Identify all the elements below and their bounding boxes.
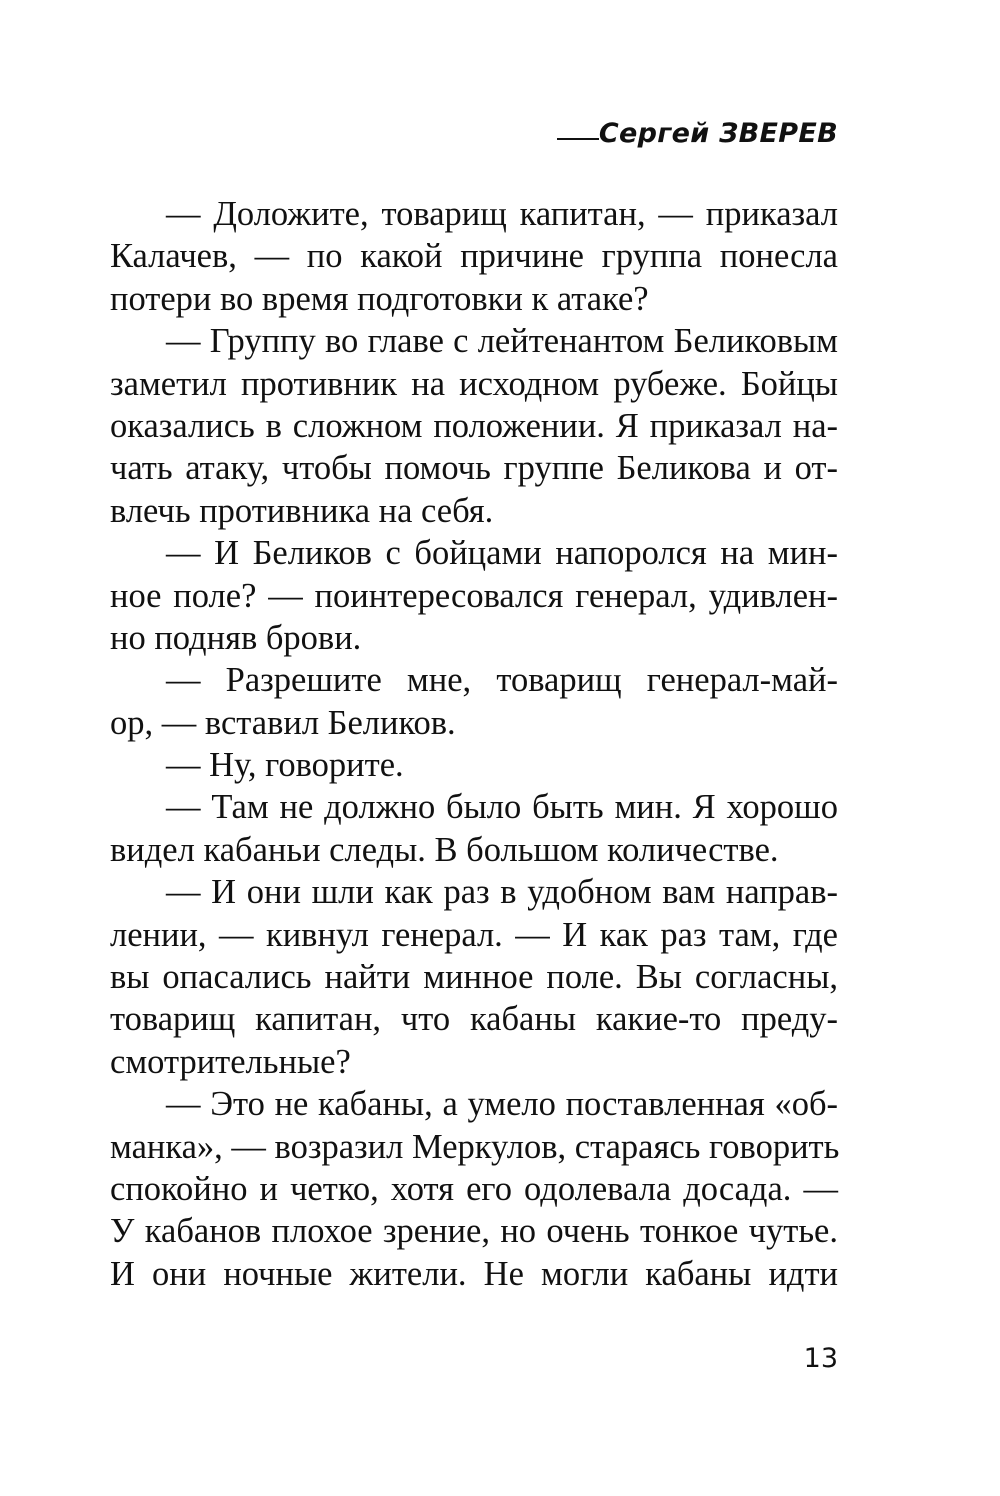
page-text [110,193,838,1295]
text-line: влечь противника на себя. [110,491,494,530]
header-author: Сергей ЗВЕРЕВ [598,118,838,149]
text-line: У кабанов плохое зрение, но очень тонкое чутье. [110,1212,838,1251]
text-line: оказались в сложном положении. Я приказал на- [110,406,838,445]
text-line: вы опасались найти минное поле. Вы согласны, [110,958,838,997]
text-line: ор, — вставил Беликов. [110,703,456,742]
text-line: — Ну, говорите. [166,746,404,785]
text-line: товарищ капитан, что кабаны какие-то преду- [110,1000,838,1039]
text-line: чать атаку, чтобы помочь группе Беликова и от- [110,449,838,488]
text-line: смотрительные? [110,1042,351,1081]
text-line: — И они шли как раз в удобном вам направ- [166,873,838,912]
text-line: ное поле? — поинтересовался генерал, удивлен- [110,576,838,615]
text-line: но подняв брови. [110,618,362,657]
text-line: — Разрешите мне, товарищ генерал-май- [166,661,838,700]
text-line: потери во время подготовки к атаке? [110,279,649,318]
text-line: — Там не должно было быть мин. Я хорошо [166,788,838,827]
text-line: Калачев, — по какой причине группа понесла [110,237,838,276]
running-header [557,120,838,147]
text-line: И они ночные жители. Не могли кабаны идти [110,1254,838,1293]
text-line: заметил противник на исходном рубеже. Бойцы [110,364,838,403]
text-line: — Группу во главе с лейтенантом Беликовым [166,322,838,361]
text-line: — И Беликов с бойцами напоролся на мин- [166,534,838,573]
page-number: 13 [803,1343,838,1374]
text-line: — Это не кабаны, а умело поставленная «об- [166,1085,838,1124]
text-line: спокойно и четко, хотя его одолевала досада. — [110,1169,838,1208]
header-rule [557,138,599,140]
text-line: манка», — возразил Меркулов, стараясь говорить [110,1127,840,1166]
text-line: видел кабаньи следы. В большом количестве. [110,830,779,869]
text-line: лении, — кивнул генерал. — И как раз там, где [110,915,838,954]
text-line: — Доложите, товарищ капитан, — приказал [166,195,838,233]
